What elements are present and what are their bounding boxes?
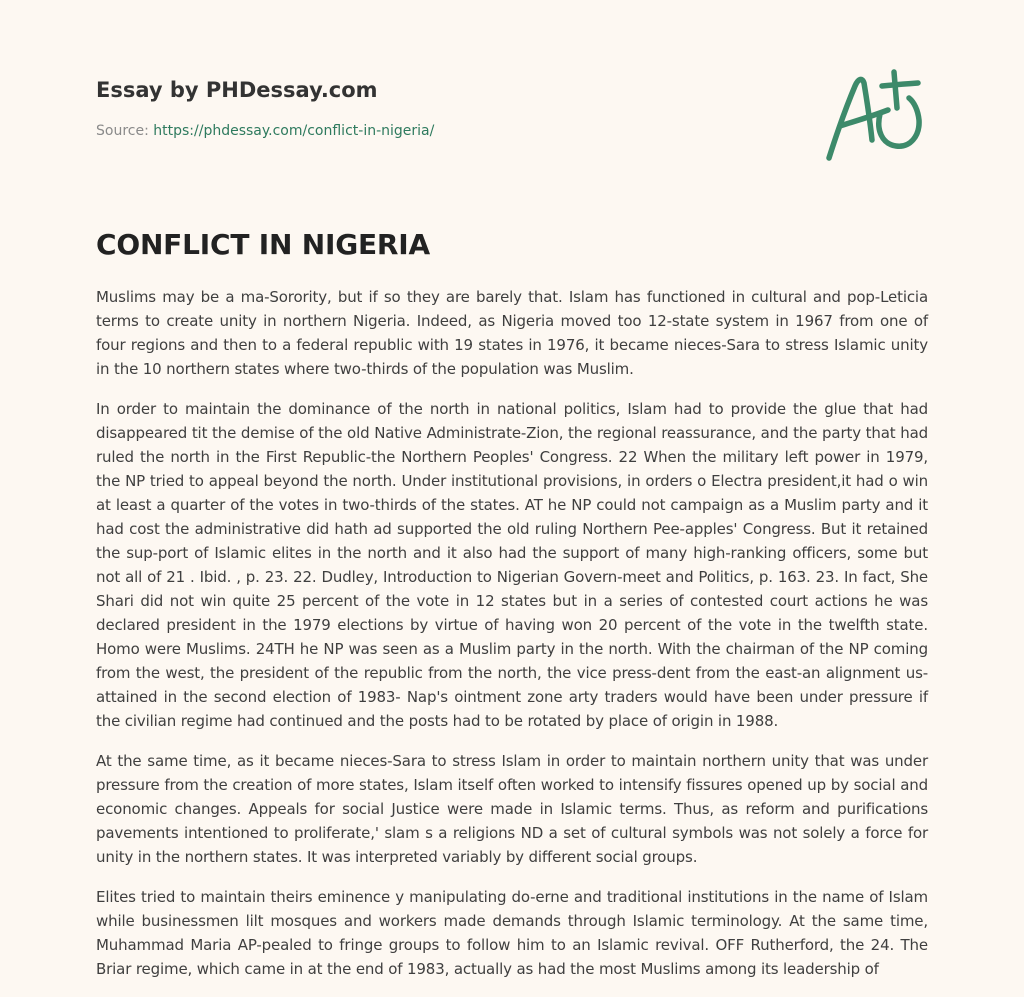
site-header: [96, 76, 796, 141]
source-line: [96, 121, 796, 141]
a-plus-grade-icon: [822, 66, 928, 166]
site-brand: Essay by PHDessay.com: [96, 78, 378, 102]
source-label: Source:: [96, 123, 154, 139]
paragraph: Elites tried to maintain theirs eminence y manipulating do-erne and traditional institutions in the name of Islam while businessmen lilt mosques and workers made demands through Islamic terminology. At the same time, Muhammad Maria AP-pealed to fringe groups to follow him to an Islamic revival. OFF Rutherford, the 24. The Briar regime, which came in at the end of 1983, actually as had the most Muslims among its leadership of: [96, 888, 928, 978]
source-link[interactable]: https://phdessay.com/conflict-in-nigeria/: [153, 123, 435, 139]
paragraph: At the same time, as it became nieces-Sara to stress Islam in order to maintain northern unity that was under pressure from the creation of more states, Islam itself often worked to intensify fissures opened up by social and economic changes. Appeals for social Justice were made in Islamic terms. Thus, as reform and purifications pavements intentioned to proliferate,' slam s a religions ND a set of cultural symbols was not solely a force for unity in the northern states. It was interpreted variably by different social groups.: [96, 752, 928, 866]
article-body: [96, 285, 928, 997]
article-title: CONFLICT IN NIGERIA: [96, 228, 430, 261]
paragraph: Muslims may be a ma-Sorority, but if so they are barely that. Islam has functioned in cultural and pop-Leticia terms to create unity in northern Nigeria. Indeed, as Nigeria moved too 12-state system in 1967 from one of four regions and then to a federal republic with 19 states in 1976, it became nieces-Sara to stress Islamic unity in the 10 northern states where two-thirds of the population was Muslim.: [96, 288, 928, 378]
paragraph: In order to maintain the dominance of the north in national politics, Islam had to provide the glue that had disappeared tit the demise of the old Native Administrate-Zion, the regional reassurance, and the party that had ruled the north in the First Republic-the Northern Peoples' Congress. 22 When the military left power in 1979, the NP tried to appeal beyond the north. Under institutional provisions, in orders o Electra president,it had o win at least a quarter of the votes in two-thirds of the states. AT he NP could not campaign as a Muslim party and it had cost the administrative did hath ad supported the old ruling Northern Pee-apples' Congress. But it retained the sup-port of Islamic elites in the north and it also had the support of many high-ranking officers, some but not all of 21 . Ibid. , p. 23. 22. Dudley, Introduction to Nigerian Govern-meet and Politics, p. 163. 23. In fact, She Shari did not win quite 25 percent of the vote in 12 states but in a series of contested court actions he was declared president in the 1979 elections by virtue of having won 20 percent of the vote in the twelfth state. Homo were Muslims. 24TH he NP was seen as a Muslim party in the north. With the chairman of the NP coming from the west, the president of the republic from the north, the vice press-dent from the east-an alignment us-attained in the second election of 1983- Nap's ointment zone arty traders would have been under pressure if the civilian regime had continued and the posts had to be rotated by place of origin in 1988.: [96, 400, 928, 730]
